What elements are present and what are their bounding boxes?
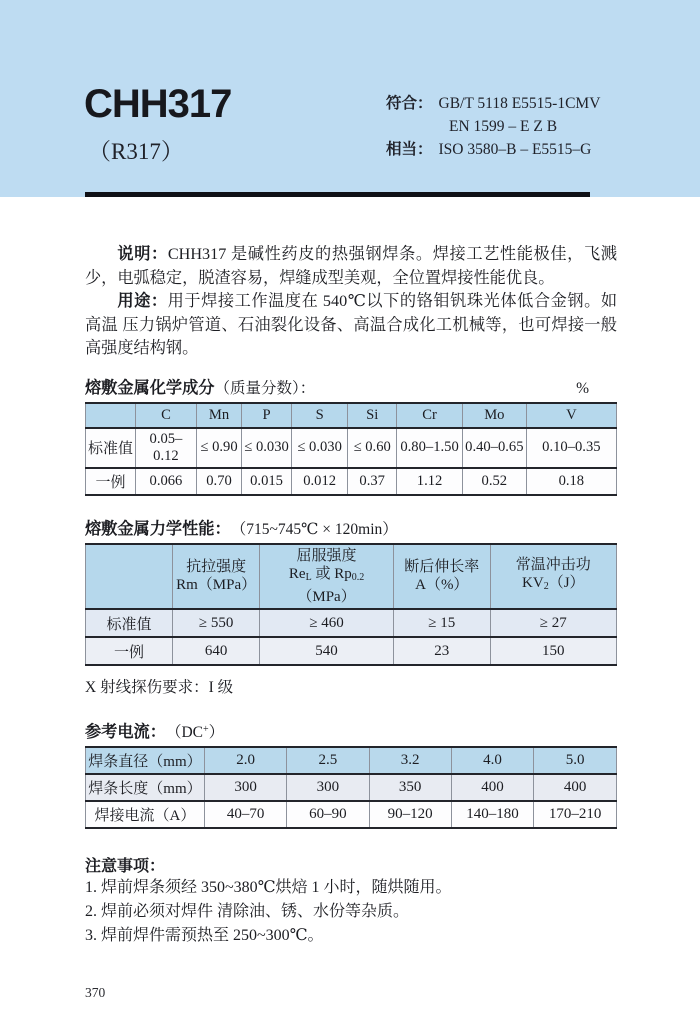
mech-standard-impact: ≥ 27 xyxy=(490,609,616,637)
chem-header-cr: Cr xyxy=(397,403,463,428)
mech-standard-label: 标准值 xyxy=(86,609,173,637)
description-label: 说明： xyxy=(117,245,168,263)
length-value-5: 400 xyxy=(534,774,617,801)
length-value-4: 400 xyxy=(451,774,533,801)
chem-section-title xyxy=(85,374,617,398)
chem-header-mo: Mo xyxy=(462,403,526,428)
diameter-value-4: 4.0 xyxy=(451,747,533,774)
chem-standard-mn: ≤ 0.90 xyxy=(196,428,241,468)
mech-header-yield xyxy=(260,544,394,610)
current-title-label: 参考电流： xyxy=(85,723,166,741)
chem-standard-v: 0.10–0.35 xyxy=(526,428,616,468)
conform-standard-en: EN 1599 – E Z B xyxy=(449,118,558,135)
chem-header-row xyxy=(86,403,617,428)
chem-title-text xyxy=(85,374,315,398)
chem-title-label: 熔敷金属化学成分 xyxy=(85,378,215,397)
length-value-3: 350 xyxy=(369,774,451,801)
reference-current-table xyxy=(85,746,617,829)
mech-header-empty xyxy=(86,544,173,610)
mech-example-label: 一例 xyxy=(86,637,173,665)
conform-label: 符合： xyxy=(386,95,433,112)
diameter-value-1: 2.0 xyxy=(204,747,286,774)
chem-standard-p: ≤ 0.030 xyxy=(242,428,292,468)
chem-header-s: S xyxy=(292,403,348,428)
current-value-5: 170–210 xyxy=(534,801,617,828)
chem-header-v: V xyxy=(526,403,616,428)
current-value-1: 40–70 xyxy=(204,801,286,828)
mech-standard-row xyxy=(86,609,617,637)
electrode-diameter-row xyxy=(86,747,617,774)
product-model-title: CHH317 xyxy=(84,82,232,126)
chem-example-c: 0.066 xyxy=(135,468,196,495)
mech-example-row xyxy=(86,637,617,665)
mech-header-elongation xyxy=(393,544,490,610)
length-value-2: 300 xyxy=(287,774,369,801)
mech-header-elongation-sym: A（%） xyxy=(415,577,469,594)
mech-title-note: （715~745℃ × 120min） xyxy=(230,520,398,538)
mech-standard-elongation: ≥ 15 xyxy=(393,609,490,637)
mech-example-yield: 540 xyxy=(260,637,394,665)
chem-example-p: 0.015 xyxy=(242,468,292,495)
chem-example-label: 一例 xyxy=(86,468,136,495)
mech-properties-table xyxy=(85,543,617,667)
chem-unit-percent: % xyxy=(576,379,589,397)
mech-header-tensile-sym: Rm（MPa） xyxy=(176,577,257,594)
mech-example-impact: 150 xyxy=(490,637,616,665)
mech-header-row xyxy=(86,544,617,610)
chem-header-p: P xyxy=(242,403,292,428)
header-divider-bar xyxy=(85,192,590,197)
page-number: 370 xyxy=(85,985,106,1000)
chem-standard-s: ≤ 0.030 xyxy=(292,428,348,468)
page-content xyxy=(85,243,617,948)
chem-example-cr: 1.12 xyxy=(397,468,463,495)
chem-header-empty xyxy=(86,403,136,428)
mech-section-title xyxy=(85,515,617,539)
mech-standard-yield: ≥ 460 xyxy=(260,609,394,637)
precautions-title: 注意事项： xyxy=(85,858,166,875)
electrode-diameter-label: 焊条直径（mm） xyxy=(86,747,205,774)
current-title-note: （DC+） xyxy=(165,724,225,741)
description-text: CHH317 是碱性药皮的热强钢焊条。焊接工艺性能极佳，飞溅少，电弧稳定，脱渣容易，焊缝成型美观，全位置焊接性能优良。 xyxy=(85,245,617,287)
chem-example-mn: 0.70 xyxy=(196,468,241,495)
mech-header-yield-sym: $Re_L$ 或 $Rp_{0.2}(MPa)$ xyxy=(288,566,365,605)
conform-line-1 xyxy=(386,92,600,115)
mech-header-impact-sym: $KV_2(J)$ xyxy=(522,575,585,593)
chem-example-mo: 0.52 xyxy=(462,468,526,495)
diameter-value-2: 2.5 xyxy=(287,747,369,774)
chem-standard-row xyxy=(86,428,617,468)
current-section-title xyxy=(85,718,617,742)
product-alias: （R317） xyxy=(88,139,184,164)
precaution-item-1: 1. 焊前焊条须经 350~380℃烘焙 1 小时，随烘随用。 xyxy=(85,879,452,896)
page-header xyxy=(0,0,700,197)
usage-paragraph xyxy=(85,290,617,361)
current-value-2: 60–90 xyxy=(287,801,369,828)
mech-header-yield-cn: 屈服强度 xyxy=(296,547,357,564)
equivalent-label: 相当： xyxy=(386,141,433,158)
electrode-length-row xyxy=(86,774,617,801)
mech-standard-tensile: ≥ 550 xyxy=(173,609,260,637)
chem-header-c: C xyxy=(135,403,196,428)
mech-header-impact xyxy=(490,544,616,610)
chem-standard-si: ≤ 0.60 xyxy=(348,428,397,468)
mech-example-tensile: 640 xyxy=(173,637,260,665)
conform-standard-gbt: GB/T 5118 E5515-1CMV xyxy=(438,95,601,112)
chem-header-si: Si xyxy=(348,403,397,428)
current-value-4: 140–180 xyxy=(451,801,533,828)
chem-example-si: 0.37 xyxy=(348,468,397,495)
electrode-length-label: 焊条长度（mm） xyxy=(86,774,205,801)
mech-title-label: 熔敷金属力学性能： xyxy=(85,519,231,538)
equivalent-line xyxy=(386,138,600,161)
diameter-value-3: 3.2 xyxy=(369,747,451,774)
standards-block xyxy=(386,92,600,161)
chem-example-row xyxy=(86,468,617,495)
equivalent-standard-iso: ISO 3580–B – E5515–G xyxy=(438,141,592,158)
precaution-item-2: 2. 焊前必须对焊件 清除油、锈、水份等杂质。 xyxy=(85,903,410,920)
chem-standard-cr: 0.80–1.50 xyxy=(397,428,463,468)
chem-standard-mo: 0.40–0.65 xyxy=(462,428,526,468)
chem-example-s: 0.012 xyxy=(292,468,348,495)
usage-text: 用于焊接工作温度在 540℃以下的铬钼钒珠光体低合金钢。如高温 压力锅炉管道、石油裂化设备、高温合成化工机械等，也可焊接一般高强度结构钢。 xyxy=(85,292,618,357)
mech-header-impact-cn: 常温冲击功 xyxy=(515,556,591,573)
chem-example-v: 0.18 xyxy=(526,468,616,495)
precaution-item-3: 3. 焊前焊件需预热至 250~300℃。 xyxy=(85,927,324,944)
chem-standard-c: 0.05–0.12 xyxy=(135,428,196,468)
chem-standard-label: 标准值 xyxy=(86,428,136,468)
current-value-3: 90–120 xyxy=(369,801,451,828)
mech-header-tensile-cn: 抗拉强度 xyxy=(186,558,247,575)
welding-current-label: 焊接电流（A） xyxy=(86,801,205,828)
mech-header-tensile xyxy=(173,544,260,610)
usage-label: 用途： xyxy=(117,292,168,310)
welding-current-row xyxy=(86,801,617,828)
chem-header-mn: Mn xyxy=(196,403,241,428)
mech-example-elongation: 23 xyxy=(393,637,490,665)
diameter-value-5: 5.0 xyxy=(534,747,617,774)
mech-header-elongation-cn: 断后伸长率 xyxy=(404,558,480,575)
conform-line-2 xyxy=(386,115,600,138)
description-paragraph xyxy=(85,243,617,290)
xray-requirement-note: X 射线探伤要求：I 级 xyxy=(85,679,234,696)
length-value-1: 300 xyxy=(204,774,286,801)
chem-title-note: （质量分数）： xyxy=(214,379,316,397)
chem-composition-table xyxy=(85,402,617,496)
precautions-section xyxy=(85,853,617,948)
